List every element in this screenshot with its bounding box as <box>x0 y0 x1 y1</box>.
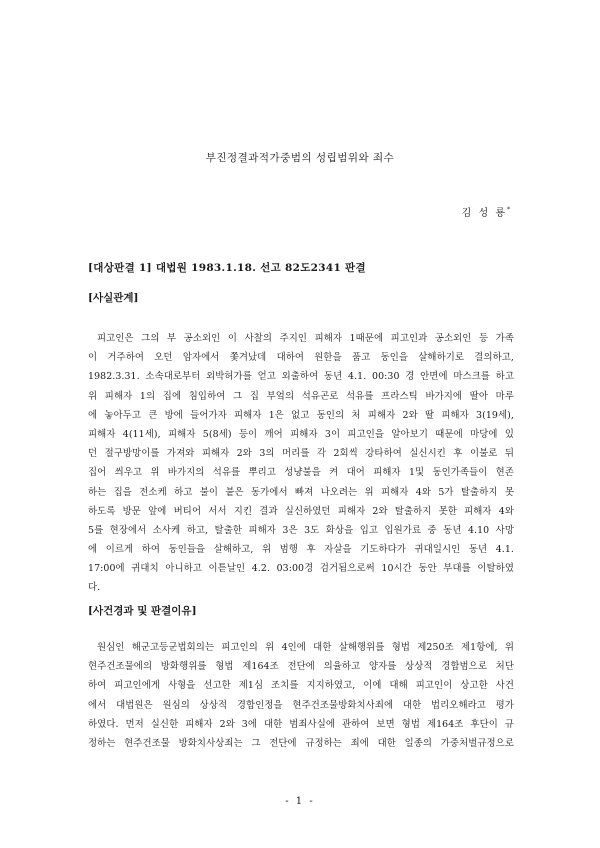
section-heading-case-history: [사건경과 및 판결이유] <box>88 605 197 617</box>
text-line: 17:00에 귀대치 아니하고 이튿날인 4.2. 03:00경 검거됨으로써 10시간 동안 부대를 이탈하였 <box>88 563 514 575</box>
text-line: 에서 대법원은 원심의 상상적 경합인정을 현주건조물방화치사죄에 대한 법리오해라고 평가 <box>88 699 514 711</box>
text-line: 하도록 방문 앞에 버티어 서서 지킨 결과 실신하였던 피해자 2와 탈출하지 못한 피해자 4와 <box>88 505 514 517</box>
author-name-text: 김 성 룡 <box>461 208 507 219</box>
text-line: 1982.3.31. 소속대로부터 외박허가를 얻고 외출하여 동년 4.1. 00:30 경 안면에 마스크를 하고 <box>88 371 514 383</box>
text-line: 현주건조물에의 방화행위를 형법 제164조 전단에 의율하고 양자를 상상적 경합범으로 처단 <box>88 661 514 673</box>
text-line: 원심인 해군고등군법회의는 피고인의 위 4인에 대한 살해행위를 형법 제250조 제1항에, 위 <box>97 642 514 653</box>
text-line: 정하는 현주건조물 방화치사상죄는 그 전단에 규정하는 죄에 대한 일종의 가중처벌규정으로 <box>88 737 514 749</box>
facts-paragraph <box>88 329 514 598</box>
text-line: 던 절구방망이를 가져와 피해자 2와 3의 머리를 각 2회씩 강타하여 실신시킨 후 이불로 뒤 <box>88 448 514 460</box>
page-number: - 1 - <box>285 796 315 807</box>
author-footnote-mark: * <box>507 206 510 214</box>
text-line: 다. <box>88 582 101 594</box>
case-heading: [대상판결 1] 대법원 1983.1.18. 선고 82도2341 판결 <box>88 262 366 274</box>
text-line: 하는 집을 전소케 하고 불이 붙은 동가에서 빠져 나오려는 위 피해자 4와 5가 탈출하지 못 <box>88 486 514 498</box>
text-line: 에 이르게 하여 동인들을 살해하고, 위 범행 후 자살을 기도하다가 귀대일시인 동년 4.1. <box>88 544 514 556</box>
text-line: 피고인은 그의 부 공소외인 이 사찰의 주지인 피해자 1때문에 피고인과 공소외인 등 가족 <box>97 333 514 344</box>
text-line: 피해자 4(11세), 피해자 5(8세) 등이 깨어 피해자 3이 피고인을 알아보기 때문에 마당에 있 <box>88 428 514 440</box>
text-line: 위 피해자 1의 집에 침입하여 그 집 부엌의 석유곤로 석유를 프라스틱 바가지에 딸아 마루 <box>88 390 514 402</box>
section-heading-facts: [사실관계] <box>88 292 139 304</box>
text-line: 5를 현장에서 소사케 하고, 탈출한 피해자 3은 3도 화상을 입고 입원가료 중 동년 4.10 사망 <box>88 524 514 536</box>
case-history-paragraph <box>88 638 514 753</box>
text-line: 하였다. 먼저 실신한 피해자 2와 3에 대한 범죄사실에 관하여 보면 형법 제164조 후단이 규 <box>88 718 514 730</box>
text-line: 하여 피고인에게 사형을 선고한 제1심 조치를 지지하였고, 이에 대해 피고인이 상고한 사건 <box>88 680 514 692</box>
document-title: 부진정결과적가중범의 성립범위와 죄수 <box>205 152 395 164</box>
author-name <box>462 204 510 219</box>
text-line: 에 놓아두고 큰 방에 들어가자 피해자 1은 없고 동인의 처 피해자 2와 딸 피해자 3(19세), <box>88 409 514 421</box>
text-line: 집어 씌우고 위 바가지의 석유를 뿌리고 성냥불을 켜 대어 피해자 1및 동인가족들이 현존 <box>88 467 514 479</box>
text-line: 이 거주하여 오던 암자에서 쫓겨났데 대하여 원한을 품고 동인을 살해하기로 결의하고, <box>88 352 514 364</box>
